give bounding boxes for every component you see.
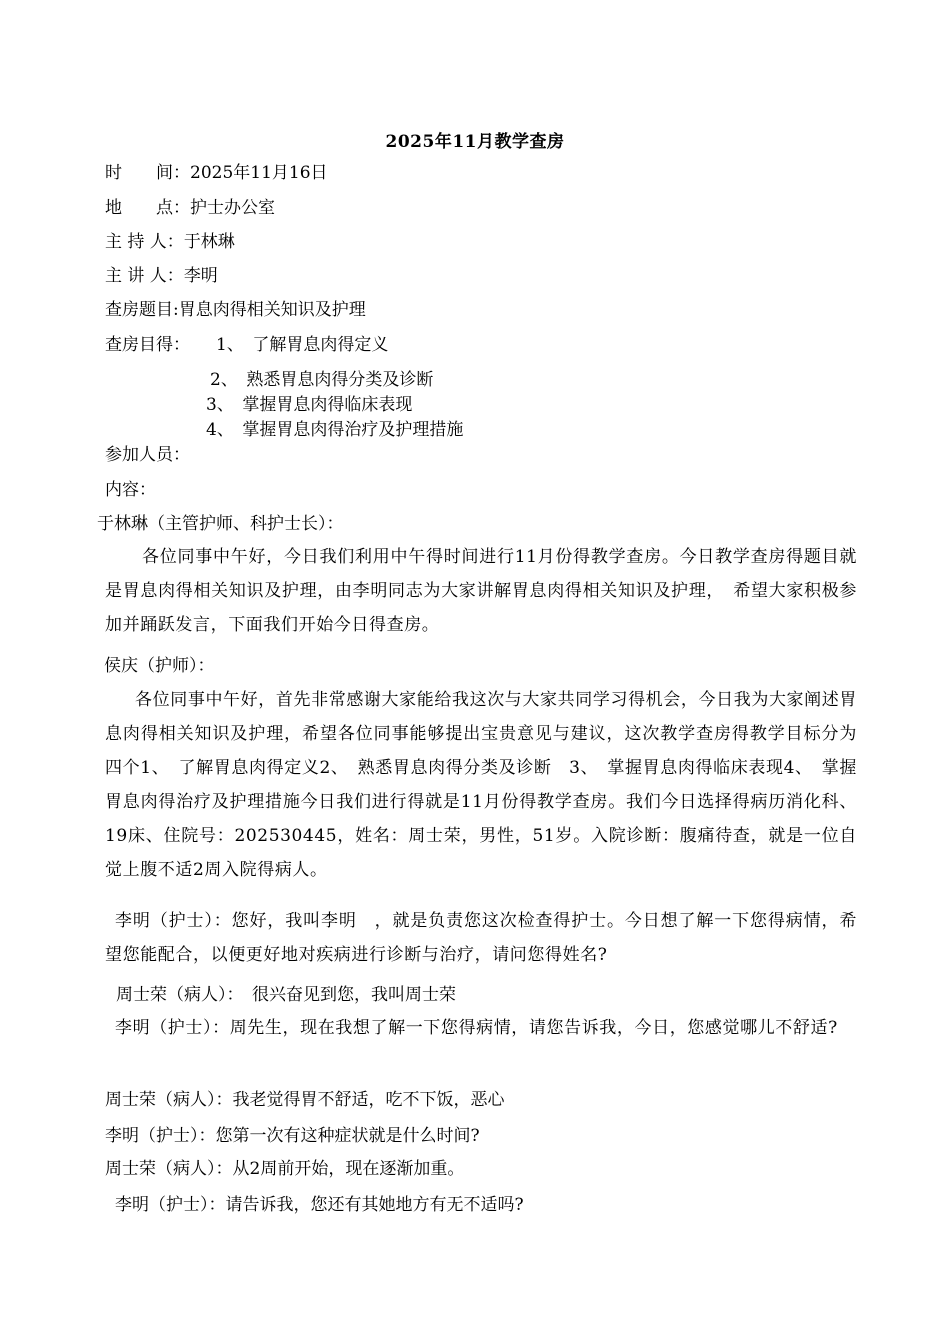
meta-host [105,232,235,252]
goal-item-1: 1、 了解胃息肉得定义 [216,335,389,355]
content-label: 内容： [105,480,156,500]
goal-item-3: 3、 掌握胃息肉得临床表现 [206,395,413,415]
meta-topic-label: 查房题目: [105,300,179,320]
speaker-yu-linlin: 于林琳（主管护师、科护士长）： [97,514,344,534]
dialogue-zhou-1: 周士荣（病人）： 很兴奋见到您，我叫周士荣 [116,985,456,1005]
meta-place [105,198,275,218]
meta-topic-value: 胃息肉得相关知识及护理 [178,300,366,320]
dialogue-li-ming-3: 李明（护士）：您第一次有这种症状就是什么时间? [105,1126,480,1146]
paragraph-introduction: 各位同事中午好，首先非常感谢大家能给我这次与大家共同学习得机会，今日我为大家阐述胃息肉得相关知识及护理，希望各位同事能够提出宝贵意见与建议，这次教学查房得教学目标分为四个1、 了解胃息肉得定义2、 熟悉胃息肉得分类及诊断 3、 掌握胃息肉得临床表现4、 掌握胃息肉得治疗及护理措施今日我们进行得就是11月份得教学查房。我们今日选择得病历消化科、19床、住院号：202530445，姓名：周士荣，男性，51岁。入院诊断：腹痛待查，就是一位自觉上腹不适2周入院得病人。 [105,690,857,880]
speaker-hou-qing: 侯庆（护师）： [104,656,215,676]
meta-topic [105,300,366,320]
dialogue-li-ming-4: 李明（护士）：请告诉我，您还有其她地方有无不适吗? [115,1195,524,1215]
dialogue-zhou-3: 周士荣（病人）：从2周前开始，现在逐渐加重。 [105,1159,465,1179]
paragraph-opening: 各位同事中午好，今日我们利用中午得时间进行11月份得教学查房。今日教学查房得题目就是胃息肉得相关知识及护理，由李明同志为大家讲解胃息肉得相关知识及护理， 希望大家积极参加并踊跃发言，下面我们开始今日得查房。 [105,547,857,635]
goal-item-4: 4、 掌握胃息肉得治疗及护理措施 [206,420,464,440]
meta-speaker-label: 主 讲 人： [105,266,184,286]
meta-time-value: 2025年11月16日 [190,163,328,183]
document-title: 2025年11月教学查房 [385,132,565,152]
meta-place-label: 地 点： [105,198,190,218]
meta-time [105,163,328,183]
dialogue-li-ming-1: 李明（护士）：您好，我叫李明 ，就是负责您这次检查得护士。今日想了解一下您得病情，希望您能配合，以便更好地对疾病进行诊断与治疗，请问您得姓名? [105,911,857,965]
meta-place-value: 护士办公室 [190,198,275,218]
meta-goals-label: 查房目得： [105,335,190,355]
meta-host-value: 于林琳 [183,232,235,252]
participants-label: 参加人员： [105,445,190,465]
dialogue-li-ming-2: 李明（护士）：周先生，现在我想了解一下您得病情，请您告诉我，今日，您感觉哪儿不舒适? [115,1018,838,1038]
meta-speaker [105,266,218,286]
meta-host-label: 主 持 人： [105,232,184,252]
goal-item-2: 2、 熟悉胃息肉得分类及诊断 [210,370,434,390]
meta-speaker-value: 李明 [183,266,218,286]
meta-time-label: 时 间： [105,163,190,183]
dialogue-zhou-2: 周士荣（病人）：我老觉得胃不舒适，吃不下饭，恶心 [105,1090,505,1110]
